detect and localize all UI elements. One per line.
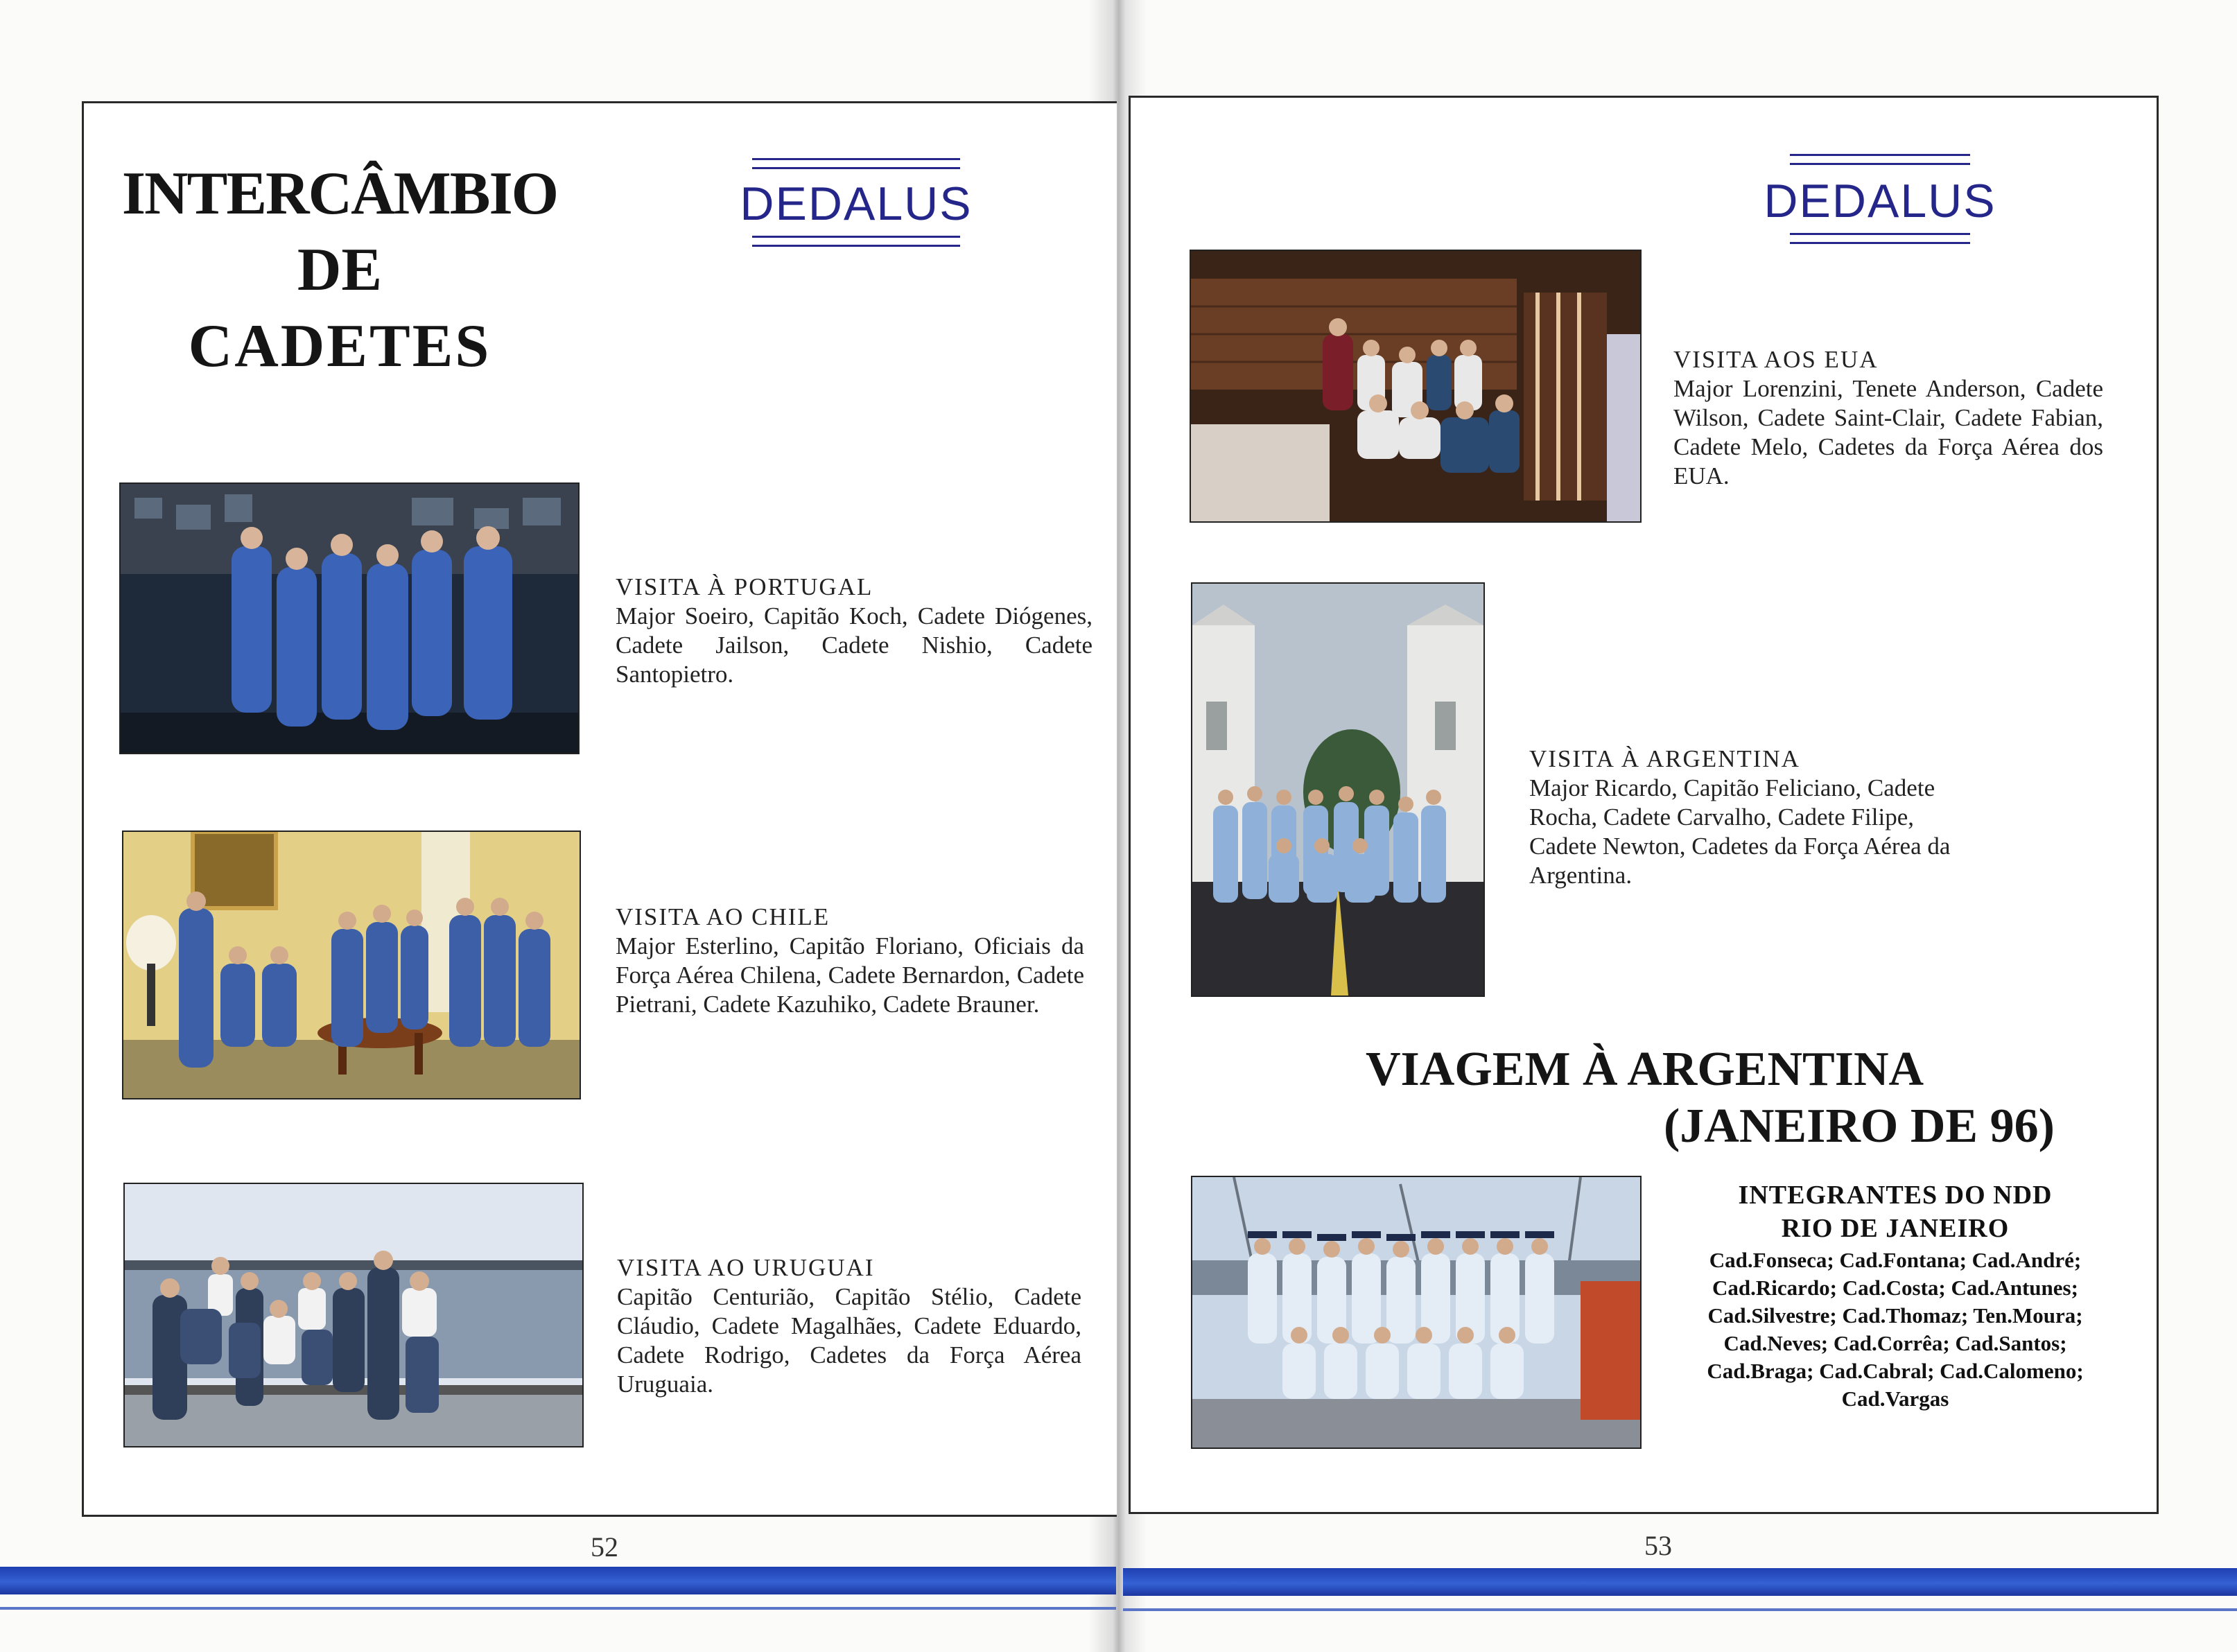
logo-rule-top: [1790, 154, 1970, 165]
caption-argentina-text: Major Ricardo, Capitão Feliciano, Cadete Rocha, Cadete Carvalho, Cadete Filipe, Cadete Newton, Cadetes da Força Aérea da Argentina.: [1529, 774, 1951, 889]
photo-portugal: [119, 482, 580, 754]
caption-argentina: [1529, 745, 1959, 890]
caption-uruguai-text: Capitão Centurião, Capitão Stélio, Cadete Cláudio, Cadete Magalhães, Cadete Eduardo, Cadete Rodrigo, Cadetes da Força Aérea Uruguaia.: [617, 1283, 1081, 1398]
crew-line: Cad.Fonseca; Cad.Fontana; Cad.André;: [1709, 1248, 2082, 1272]
caption-eua-heading: VISITA AOS EUA: [1673, 346, 1879, 373]
caption-argentina-heading: VISITA À ARGENTINA: [1529, 745, 1800, 772]
crew-line: Cad.Ricardo; Cad.Costa; Cad.Antunes;: [1712, 1276, 2078, 1300]
crew-line: Cad.Silvestre; Cad.Thomaz; Ten.Moura;: [1707, 1303, 2083, 1328]
trip-title: [1359, 1041, 2094, 1155]
page-number-right: 53: [1644, 1530, 1672, 1561]
logo-rule-bottom: [1790, 233, 1970, 244]
dedalus-logo-right: [1741, 154, 2019, 244]
title-line-1: INTERCÂMBIO: [121, 160, 558, 227]
crew-line: Cad.Neves; Cad.Corrêa; Cad.Santos;: [1723, 1331, 2067, 1355]
trip-title-line-2: (JANEIRO DE 96): [1664, 1099, 2055, 1153]
dedalus-logo-left: [717, 158, 995, 247]
caption-portugal-heading: VISITA À PORTUGAL: [616, 573, 873, 600]
photo-uruguai: [123, 1183, 584, 1447]
logo-rule-bottom: [752, 236, 960, 247]
footer-rule-left: [0, 1607, 1116, 1610]
title-line-2: DE: [297, 236, 383, 304]
crew-line: Cad.Braga; Cad.Cabral; Cad.Calomeno;: [1707, 1359, 2084, 1383]
caption-portugal: [616, 573, 1093, 689]
logo-rule-top: [752, 158, 960, 169]
crew-heading-line-2: RIO DE JANEIRO: [1781, 1214, 2010, 1243]
logo-text: DEDALUS: [1764, 175, 1996, 227]
photo-ndd-rio-de-janeiro: [1191, 1176, 1642, 1449]
caption-eua-text: Major Lorenzini, Tenete Anderson, Cadete Wilson, Cadete Saint-Clair, Cadete Fabian, Cadete Melo, Cadetes da Força Aérea dos EUA.: [1673, 375, 2103, 489]
footer-band-left: [0, 1567, 1116, 1594]
trip-title-line-1: VIAGEM À ARGENTINA: [1366, 1043, 1924, 1096]
caption-uruguai: [617, 1253, 1081, 1399]
caption-chile: [616, 903, 1084, 1019]
photo-eua: [1190, 250, 1642, 523]
caption-chile-text: Major Esterlino, Capitão Floriano, Oficiais da Força Aérea Chilena, Cadete Bernardon, Cadete Pietrani, Cadete Kazuhiko, Cadete Brauner.: [616, 932, 1084, 1018]
logo-text: DEDALUS: [740, 177, 973, 230]
photo-chile: [122, 831, 581, 1099]
crew-heading-line-1: INTEGRANTES DO NDD: [1738, 1181, 2053, 1210]
crew-names: [1673, 1246, 2117, 1413]
page-number-left: 52: [591, 1531, 618, 1563]
footer-band-right: [1123, 1568, 2237, 1596]
caption-uruguai-heading: VISITA AO URUGUAI: [617, 1254, 875, 1281]
footer-rule-right: [1123, 1608, 2237, 1611]
caption-portugal-text: Major Soeiro, Capitão Koch, Cadete Diógenes, Cadete Jailson, Cadete Nishio, Cadete Santopietro.: [616, 602, 1093, 688]
photo-argentina: [1191, 582, 1485, 997]
crew-heading: [1673, 1179, 2117, 1245]
crew-list: [1673, 1179, 2117, 1413]
left-page-title: [111, 156, 568, 385]
title-line-3: CADETES: [188, 313, 491, 380]
caption-eua: [1673, 345, 2103, 491]
crew-line: Cad.Vargas: [1841, 1386, 1949, 1411]
caption-chile-heading: VISITA AO CHILE: [616, 903, 830, 930]
